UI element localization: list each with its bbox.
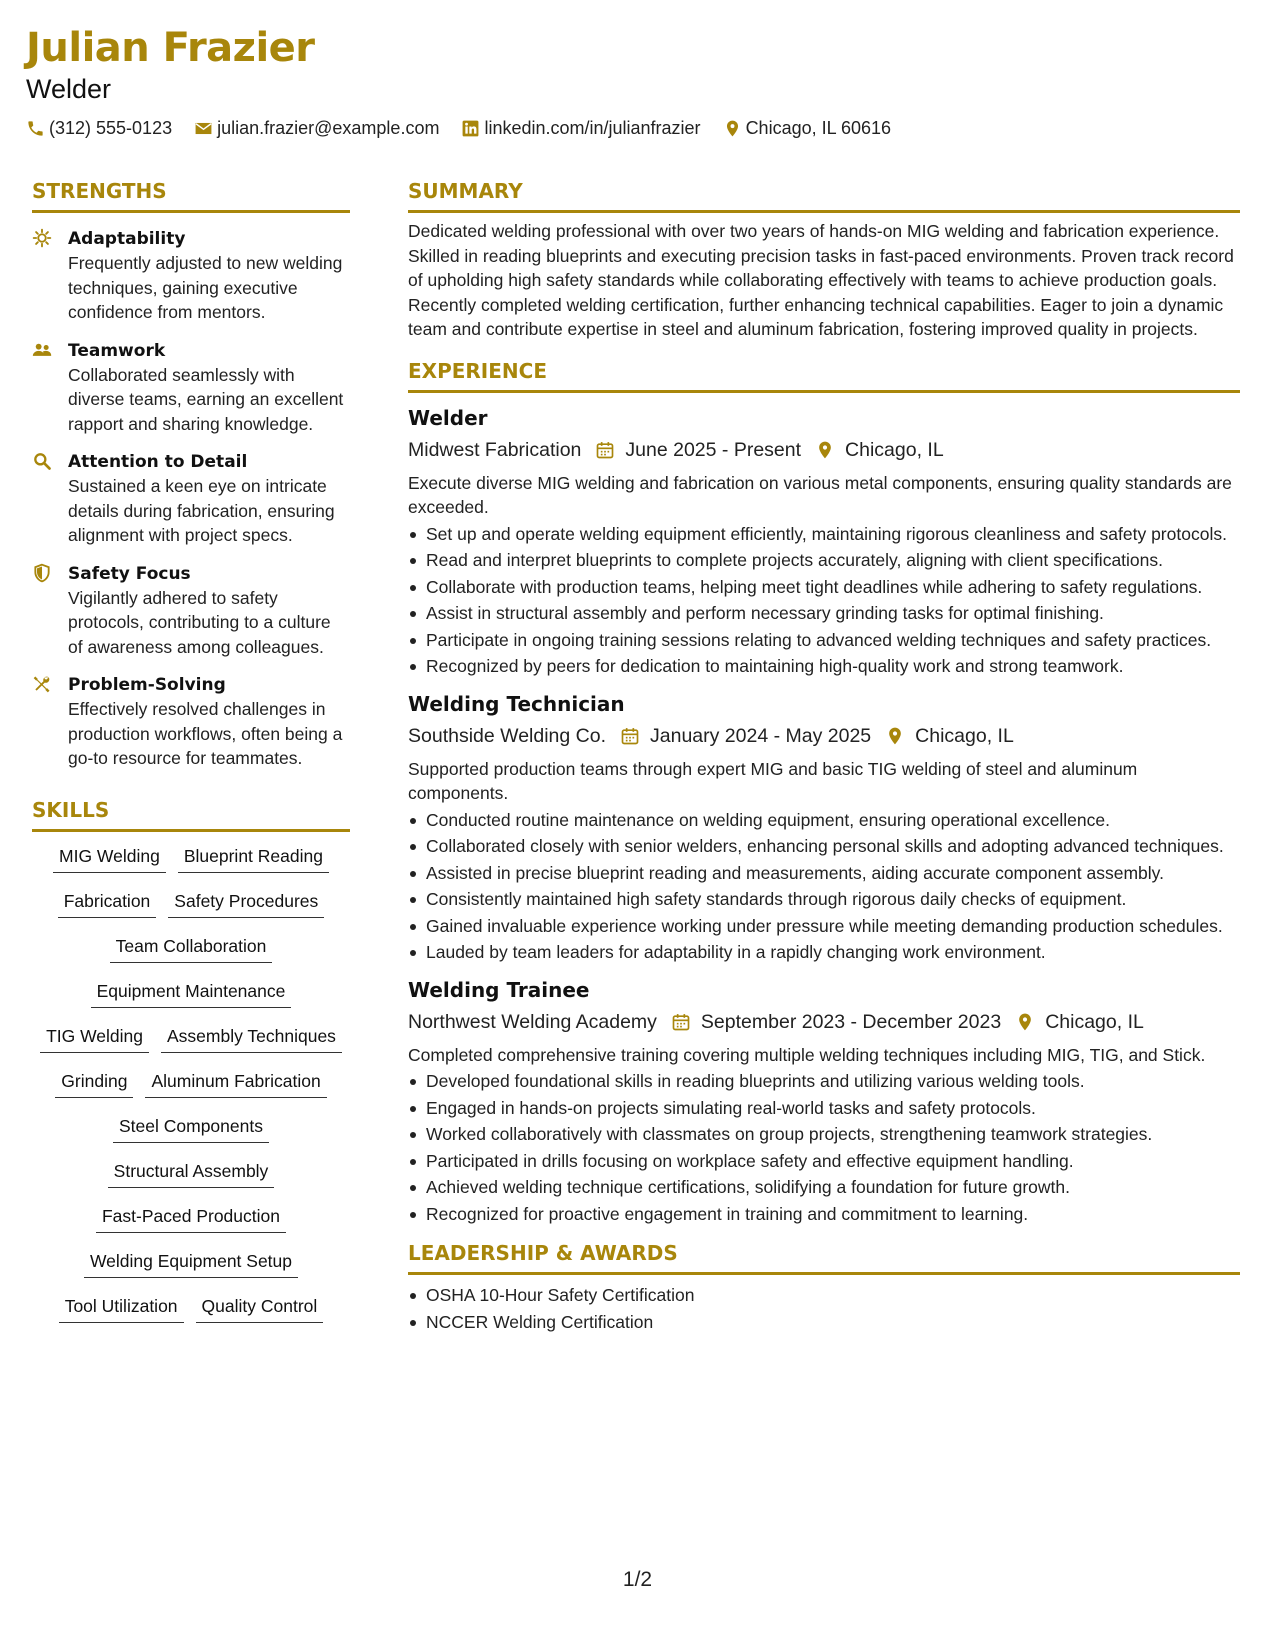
- strength-title: Problem-Solving: [68, 675, 226, 695]
- job-dates: [671, 1007, 1001, 1037]
- job-company: Midwest Fabrication: [408, 438, 582, 461]
- experience-heading: EXPERIENCE: [408, 358, 1240, 393]
- tools-icon: [32, 674, 52, 694]
- shield-icon: [32, 563, 52, 583]
- bullet-item: Assist in structural assembly and perform necessary grinding tasks for optimal finishing.: [408, 601, 1240, 626]
- award-item: OSHA 10-Hour Safety Certification: [408, 1283, 1240, 1308]
- right-column: [408, 178, 1240, 1336]
- bullet-item: Consistently maintained high safety standards through rigorous daily checks of equipment.: [408, 887, 1240, 912]
- skill-tag: Blueprint Reading: [178, 844, 329, 873]
- job-entry: [408, 403, 1240, 679]
- location-pin-icon: [1015, 1012, 1035, 1032]
- bullet-item: Recognized for proactive engagement in training and commitment to learning.: [408, 1202, 1240, 1227]
- strengths-heading: STRENGTHS: [32, 178, 350, 213]
- location-pin-icon: [723, 119, 742, 138]
- contact-location: [723, 118, 891, 139]
- job-dates: [620, 721, 871, 751]
- job-location-text: Chicago, IL: [845, 438, 944, 461]
- bullet-item: Participated in drills focusing on workplace safety and effective equipment handling.: [408, 1149, 1240, 1174]
- job-bullets: [408, 808, 1240, 965]
- bullet-item: Recognized by peers for dedication to maintaining high-quality work and strong teamwork.: [408, 654, 1240, 679]
- job-title: Welding Technician: [408, 691, 625, 716]
- bullet-item: Collaborate with production teams, helping meet tight deadlines while adhering to safety regulations.: [408, 575, 1240, 600]
- job-entry: [408, 975, 1240, 1227]
- summary-section: [408, 178, 1240, 342]
- strength-desc: Effectively resolved challenges in production workflows, often being a go-to resource for teammates.: [68, 699, 343, 768]
- job-location: [815, 435, 944, 465]
- strength-item: [32, 673, 350, 771]
- skill-tag: Team Collaboration: [110, 934, 273, 963]
- skill-tag: Structural Assembly: [108, 1159, 275, 1188]
- linkedin-icon: [461, 119, 480, 138]
- job-dates-text: January 2024 - May 2025: [650, 724, 872, 747]
- strength-desc: Collaborated seamlessly with diverse teams, earning an excellent rapport and sharing knowledge.: [68, 364, 344, 434]
- contact-phone: [26, 118, 172, 139]
- summary-text: Dedicated welding professional with over two years of hands-on MIG welding and fabrication experience. Skilled in reading blueprints and executing precision tasks in fast-paced environments. Proven track record of upholding high safety standards while collaborating effectively with teams to achieve production goals. Recently completed welding certification, further enhancing technical capabilities. Eager to join a dynamic team and contribute expertise in steel and aluminum fabrication, fostering improved quality in projects.: [408, 221, 1234, 339]
- skill-tag: Quality Control: [196, 1294, 324, 1323]
- users-icon: [32, 340, 52, 360]
- phone-text: (312) 555-0123: [49, 118, 173, 138]
- job-company: Southside Welding Co.: [408, 724, 607, 747]
- job-title: Welder: [408, 405, 488, 430]
- strength-desc: Frequently adjusted to new welding techniques, gaining executive confidence from mentors.: [68, 253, 343, 322]
- skill-tag: Welding Equipment Setup: [84, 1249, 298, 1278]
- leadership-heading: LEADERSHIP & AWARDS: [408, 1240, 1240, 1275]
- bullet-item: Read and interpret blueprints to complete projects accurately, aligning with client specifications.: [408, 548, 1240, 573]
- candidate-title: Welder: [26, 74, 112, 104]
- strength-title: Safety Focus: [68, 563, 191, 584]
- skill-tag: Fast-Paced Production: [96, 1204, 286, 1233]
- calendar-icon: [671, 1012, 691, 1032]
- leadership-section: [408, 1240, 1240, 1334]
- bullet-item: Worked collaboratively with classmates on group projects, strengthening teamwork strategies.: [408, 1122, 1240, 1147]
- strengths-section: [32, 178, 350, 771]
- skill-tag: TIG Welding: [40, 1024, 149, 1053]
- bullet-item: Conducted routine maintenance on welding equipment, ensuring operational excellence.: [408, 808, 1240, 833]
- skill-tag: Tool Utilization: [59, 1294, 184, 1323]
- location-pin-icon: [885, 726, 905, 746]
- job-entry: [408, 689, 1240, 965]
- skill-tag: Equipment Maintenance: [91, 979, 292, 1008]
- strength-item: [32, 562, 350, 660]
- contact-bar: [26, 118, 1226, 139]
- job-meta: [408, 435, 1240, 465]
- phone-icon: [26, 119, 45, 138]
- job-bullets: [408, 1069, 1240, 1226]
- skill-tag: Assembly Techniques: [161, 1024, 342, 1053]
- job-location: [1015, 1007, 1144, 1037]
- envelope-icon: [194, 119, 213, 138]
- job-dates-text: June 2025 - Present: [625, 438, 802, 461]
- strength-item: [32, 339, 350, 437]
- contact-linkedin[interactable]: [461, 118, 700, 139]
- job-dates-text: September 2023 - December 2023: [700, 1010, 1002, 1033]
- contact-email[interactable]: [194, 118, 439, 139]
- skill-tag: MIG Welding: [53, 844, 166, 873]
- strength-desc: Sustained a keen eye on intricate details during fabrication, ensuring alignment with project specs.: [68, 476, 335, 545]
- bullet-item: Engaged in hands-on projects simulating real-world tasks and safety protocols.: [408, 1096, 1240, 1121]
- bullet-item: Gained invaluable experience working under pressure while meeting demanding production schedules.: [408, 914, 1240, 939]
- skill-tag: Safety Procedures: [168, 889, 324, 918]
- award-item: NCCER Welding Certification: [408, 1310, 1240, 1335]
- skills-list: [32, 844, 350, 1339]
- calendar-icon: [595, 440, 615, 460]
- skill-tag: Aluminum Fabrication: [145, 1069, 326, 1098]
- magnifier-icon: [32, 451, 52, 471]
- summary-heading: SUMMARY: [408, 178, 1240, 213]
- bullet-item: Collaborated closely with senior welders, enhancing personal skills and adopting advanced techniques.: [408, 834, 1240, 859]
- candidate-name: Julian Frazier: [26, 25, 315, 71]
- job-description: Supported production teams through expert MIG and basic TIG welding of steel and aluminum components.: [408, 758, 1138, 803]
- strength-desc: Vigilantly adhered to safety protocols, contributing to a culture of awareness among colleagues.: [68, 587, 331, 657]
- job-location: [885, 721, 1014, 751]
- strength-title: Attention to Detail: [68, 452, 248, 472]
- job-meta: [408, 721, 1240, 751]
- bullet-item: Developed foundational skills in reading blueprints and utilizing various welding tools.: [408, 1069, 1240, 1094]
- job-description: Completed comprehensive training covering multiple welding techniques including MIG, TIG, and Stick.: [408, 1044, 1206, 1065]
- skill-tag: Grinding: [55, 1069, 133, 1098]
- email-text: julian.frazier@example.com: [217, 118, 440, 138]
- skills-heading: SKILLS: [32, 797, 350, 832]
- job-bullets: [408, 522, 1240, 679]
- calendar-icon: [620, 726, 640, 746]
- leadership-list: [408, 1283, 1240, 1334]
- page-number: 1/2: [622, 1568, 653, 1591]
- job-description: Execute diverse MIG welding and fabrication on various metal components, ensuring quality standards are exceeded.: [408, 472, 1232, 517]
- sun-gear-icon: [32, 228, 52, 248]
- strength-item: [32, 450, 350, 548]
- job-meta: [408, 1007, 1240, 1037]
- resume-header: [26, 22, 1226, 139]
- bullet-item: Participate in ongoing training sessions relating to advanced welding techniques and safety practices.: [408, 628, 1240, 653]
- location-text: Chicago, IL 60616: [745, 118, 892, 138]
- skill-tag: Fabrication: [58, 889, 157, 918]
- experience-section: [408, 358, 1240, 1227]
- job-title: Welding Trainee: [408, 977, 590, 1002]
- strength-title: Adaptability: [68, 229, 186, 249]
- job-location-text: Chicago, IL: [1045, 1010, 1144, 1033]
- skills-section: [32, 797, 350, 1339]
- job-dates: [595, 435, 801, 465]
- linkedin-text: linkedin.com/in/julianfrazier: [484, 118, 701, 138]
- bullet-item: Assisted in precise blueprint reading and measurements, aiding accurate component assembly.: [408, 861, 1240, 886]
- strength-title: Teamwork: [68, 340, 166, 361]
- job-company: Northwest Welding Academy: [408, 1010, 657, 1033]
- bullet-item: Set up and operate welding equipment efficiently, maintaining rigorous cleanliness and safety protocols.: [408, 522, 1240, 547]
- job-location-text: Chicago, IL: [915, 724, 1014, 747]
- location-pin-icon: [815, 440, 835, 460]
- bullet-item: Lauded by team leaders for adaptability in a rapidly changing work environment.: [408, 940, 1240, 965]
- left-column: [32, 178, 350, 1339]
- strength-item: [32, 227, 350, 325]
- skill-tag: Steel Components: [113, 1114, 269, 1143]
- bullet-item: Achieved welding technique certifications, solidifying a foundation for future growth.: [408, 1175, 1240, 1200]
